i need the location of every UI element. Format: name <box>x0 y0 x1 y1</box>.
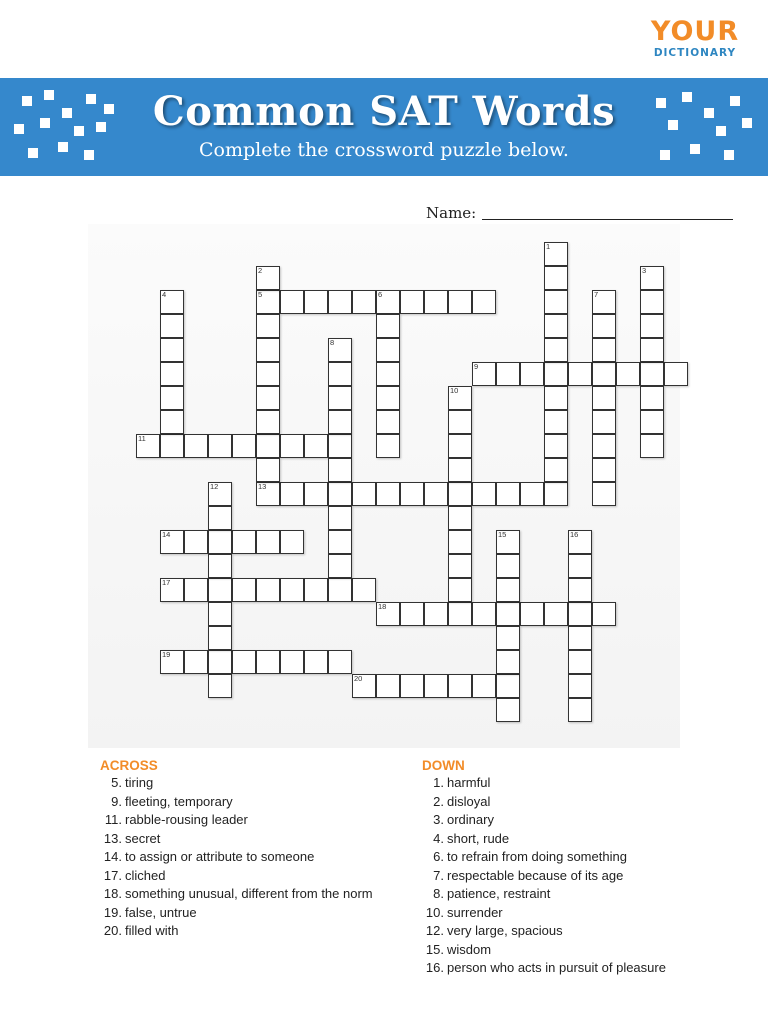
clue-number-label: 12 <box>210 482 219 491</box>
crossword-cell[interactable] <box>232 650 256 674</box>
clue-item <box>100 848 373 867</box>
clue-item <box>100 774 373 793</box>
clue-text: something unusual, different from the norm <box>125 886 373 901</box>
crossword-cell[interactable] <box>352 482 376 506</box>
crossword-cell[interactable] <box>160 434 184 458</box>
clue-item <box>422 811 666 830</box>
crossword-cell[interactable] <box>544 410 568 434</box>
clue-item <box>100 793 373 812</box>
crossword-cell[interactable] <box>208 554 232 578</box>
crossword-cell[interactable] <box>280 434 304 458</box>
crossword-cell[interactable] <box>568 578 592 602</box>
crossword-cell[interactable] <box>376 410 400 434</box>
page-title: Common SAT Words <box>152 88 616 135</box>
crossword-cell[interactable] <box>328 434 352 458</box>
crossword-cell[interactable] <box>208 506 232 530</box>
crossword-cell[interactable] <box>544 482 568 506</box>
crossword-cell[interactable] <box>208 602 232 626</box>
clue-number-label: 16 <box>570 530 579 539</box>
crossword-cell[interactable] <box>568 650 592 674</box>
clue-number-label: 7 <box>594 290 599 299</box>
crossword-cell[interactable] <box>640 338 664 362</box>
clue-number-label: 4 <box>162 290 167 299</box>
crossword-cell[interactable] <box>640 290 664 314</box>
crossword-cell[interactable] <box>472 362 496 386</box>
crossword-cell[interactable] <box>520 602 544 626</box>
clue-number: 17. <box>103 867 122 883</box>
crossword-cell[interactable] <box>544 314 568 338</box>
clue-number-label: 17 <box>162 578 171 587</box>
crossword-cell[interactable] <box>448 674 472 698</box>
crossword-cell[interactable] <box>160 578 184 602</box>
clue-text: false, untrue <box>125 904 197 920</box>
clue-text: disloyal <box>447 793 491 809</box>
crossword-cell[interactable] <box>568 530 592 554</box>
crossword-cell[interactable] <box>352 674 376 698</box>
crossword-cell[interactable] <box>664 362 688 386</box>
crossword-cell[interactable] <box>184 578 208 602</box>
crossword-cell[interactable] <box>328 578 352 602</box>
crossword-cell[interactable] <box>160 290 184 314</box>
crossword-cell[interactable] <box>496 482 520 506</box>
crossword-cell[interactable] <box>496 530 520 554</box>
crossword-cell[interactable] <box>640 266 664 290</box>
crossword-cell[interactable] <box>592 410 616 434</box>
crossword-cell[interactable] <box>592 458 616 482</box>
crossword-cell[interactable] <box>640 362 664 386</box>
crossword-cell[interactable] <box>304 290 328 314</box>
crossword-cell[interactable] <box>280 530 304 554</box>
clue-number: 13. <box>103 830 122 846</box>
crossword-cell[interactable] <box>376 314 400 338</box>
crossword-cell[interactable] <box>256 338 280 362</box>
crossword-cell[interactable] <box>184 530 208 554</box>
crossword-cell[interactable] <box>208 434 232 458</box>
crossword-cell[interactable] <box>496 362 520 386</box>
crossword-cell[interactable] <box>424 290 448 314</box>
crossword-cell[interactable] <box>280 578 304 602</box>
crossword-cell[interactable] <box>640 314 664 338</box>
clue-number: 16. <box>425 960 444 975</box>
crossword-cell[interactable] <box>568 698 592 722</box>
crossword-cell[interactable] <box>232 434 256 458</box>
crossword-cell[interactable] <box>544 434 568 458</box>
crossword-cell[interactable] <box>304 482 328 506</box>
clue-number: 7. <box>433 867 444 883</box>
crossword-cell[interactable] <box>568 362 592 386</box>
crossword-cell[interactable] <box>304 434 328 458</box>
clue-text: patience, restraint <box>447 886 551 901</box>
crossword-cell[interactable] <box>496 698 520 722</box>
clue-item <box>100 830 373 849</box>
crossword-cell[interactable] <box>184 434 208 458</box>
clue-number: 5. <box>111 775 122 790</box>
clue-item <box>100 867 373 886</box>
crossword-cell[interactable] <box>304 650 328 674</box>
crossword-cell[interactable] <box>400 290 424 314</box>
clue-number-label: 2 <box>258 266 263 275</box>
crossword-cell[interactable] <box>376 338 400 362</box>
crossword-cell[interactable] <box>448 602 472 626</box>
crossword-cell[interactable] <box>568 626 592 650</box>
crossword-cell[interactable] <box>328 650 352 674</box>
name-input-line[interactable] <box>482 219 733 220</box>
clue-number-label: 3 <box>642 266 647 275</box>
crossword-cell[interactable] <box>520 482 544 506</box>
down-clues <box>422 757 666 978</box>
crossword-cell[interactable] <box>496 626 520 650</box>
crossword-cell[interactable] <box>592 482 616 506</box>
crossword-cell[interactable] <box>160 338 184 362</box>
clue-number-label: 18 <box>378 602 387 611</box>
crossword-cell[interactable] <box>256 290 280 314</box>
clue-item <box>422 793 666 812</box>
crossword-cell[interactable] <box>544 290 568 314</box>
name-label: Name: <box>426 204 477 222</box>
crossword-cell[interactable] <box>208 674 232 698</box>
clue-item <box>422 959 666 978</box>
clue-number: 11. <box>104 812 122 827</box>
clue-text: very large, spacious <box>447 923 563 938</box>
clue-number: 6. <box>433 849 444 864</box>
crossword-cell[interactable] <box>448 506 472 530</box>
logo-wordmark: YOUR <box>650 16 740 47</box>
crossword-cell[interactable] <box>328 506 352 530</box>
title-banner <box>0 78 768 176</box>
crossword-cell[interactable] <box>424 602 448 626</box>
crossword-cell[interactable] <box>328 410 352 434</box>
clue-item <box>100 904 373 923</box>
crossword-cell[interactable] <box>376 434 400 458</box>
clue-number: 9. <box>111 793 122 809</box>
crossword-cell[interactable] <box>160 386 184 410</box>
crossword-cell[interactable] <box>280 650 304 674</box>
crossword-cell[interactable] <box>304 578 328 602</box>
clue-text: short, rude <box>447 830 510 846</box>
clue-item <box>422 885 666 904</box>
crossword-cell[interactable] <box>448 458 472 482</box>
clue-item <box>422 922 666 941</box>
crossword-cell[interactable] <box>400 602 424 626</box>
crossword-cell[interactable] <box>208 626 232 650</box>
crossword-cell[interactable] <box>160 530 184 554</box>
crossword-cell[interactable] <box>568 602 592 626</box>
crossword-cell[interactable] <box>160 362 184 386</box>
clue-item <box>100 885 373 904</box>
crossword-cell[interactable] <box>448 386 472 410</box>
clue-text: person who acts in pursuit of pleasure <box>447 960 666 975</box>
clue-number-label: 19 <box>162 650 171 659</box>
crossword-cell[interactable] <box>256 386 280 410</box>
crossword-cell[interactable] <box>544 266 568 290</box>
crossword-cell[interactable] <box>544 362 568 386</box>
crossword-cell[interactable] <box>376 386 400 410</box>
crossword-cell[interactable] <box>256 458 280 482</box>
crossword-cell[interactable] <box>448 434 472 458</box>
crossword-cell[interactable] <box>592 338 616 362</box>
crossword-cell[interactable] <box>616 362 640 386</box>
crossword-cell[interactable] <box>184 650 208 674</box>
crossword-cell[interactable] <box>496 674 520 698</box>
crossword-cell[interactable] <box>328 482 352 506</box>
crossword-cell[interactable] <box>544 242 568 266</box>
crossword-cell[interactable] <box>496 650 520 674</box>
crossword-cell[interactable] <box>544 338 568 362</box>
clue-item <box>100 922 373 941</box>
crossword-cell[interactable] <box>376 290 400 314</box>
crossword-cell[interactable] <box>256 650 280 674</box>
clue-text: to assign or attribute to someone <box>125 849 315 864</box>
clue-number-label: 13 <box>258 482 267 491</box>
clue-item <box>422 848 666 867</box>
crossword-cell[interactable] <box>376 482 400 506</box>
crossword-cell[interactable] <box>256 314 280 338</box>
clue-text: filled with <box>125 923 179 938</box>
clue-text: tiring <box>125 775 154 790</box>
page-subtitle: Complete the crossword puzzle below. <box>199 139 569 161</box>
clue-text: to refrain from doing something <box>447 849 627 864</box>
crossword-cell[interactable] <box>352 578 376 602</box>
crossword-cell[interactable] <box>208 482 232 506</box>
across-heading: ACROSS <box>100 758 158 773</box>
crossword-cell[interactable] <box>160 650 184 674</box>
clue-text: wisdom <box>447 941 492 957</box>
clue-number-label: 9 <box>474 362 479 371</box>
crossword-cell[interactable] <box>208 578 232 602</box>
crossword-cell[interactable] <box>544 386 568 410</box>
clue-number-label: 15 <box>498 530 507 539</box>
crossword-cell[interactable] <box>544 602 568 626</box>
crossword-cell[interactable] <box>256 578 280 602</box>
clue-number: 19. <box>103 904 122 920</box>
crossword-cell[interactable] <box>328 386 352 410</box>
crossword-cell[interactable] <box>160 410 184 434</box>
crossword-cell[interactable] <box>472 482 496 506</box>
crossword-cell[interactable] <box>328 458 352 482</box>
crossword-cell[interactable] <box>232 530 256 554</box>
crossword-cell[interactable] <box>520 362 544 386</box>
crossword-cell[interactable] <box>328 290 352 314</box>
crossword-cell[interactable] <box>256 482 280 506</box>
clue-number: 4. <box>433 830 444 846</box>
crossword-cell[interactable] <box>496 554 520 578</box>
across-clues <box>100 757 373 941</box>
crossword-cell[interactable] <box>568 674 592 698</box>
clue-item <box>422 941 666 960</box>
clue-text: fleeting, temporary <box>125 793 233 809</box>
crossword-cell[interactable] <box>448 530 472 554</box>
crossword-cell[interactable] <box>568 554 592 578</box>
clue-item <box>422 830 666 849</box>
crossword-cell[interactable] <box>256 410 280 434</box>
crossword-cell[interactable] <box>448 290 472 314</box>
clue-number-label: 11 <box>138 434 146 443</box>
crossword-cell[interactable] <box>208 530 232 554</box>
crossword-cell[interactable] <box>232 578 256 602</box>
crossword-cell[interactable] <box>640 410 664 434</box>
clue-text: surrender <box>447 904 503 920</box>
clue-item <box>422 904 666 923</box>
crossword-cell[interactable] <box>400 482 424 506</box>
logo-subtext: DICTIONARY <box>653 47 737 59</box>
crossword-cell[interactable] <box>256 530 280 554</box>
crossword-cell[interactable] <box>328 530 352 554</box>
clue-item <box>100 811 373 830</box>
clue-number-label: 1 <box>546 242 551 251</box>
clue-number: 3. <box>433 812 444 827</box>
crossword-cell[interactable] <box>448 578 472 602</box>
crossword-cell[interactable] <box>256 434 280 458</box>
crossword-cell[interactable] <box>496 602 520 626</box>
crossword-cell[interactable] <box>424 482 448 506</box>
clue-item <box>422 867 666 886</box>
crossword-cell[interactable] <box>448 554 472 578</box>
clue-number-label: 10 <box>450 386 459 395</box>
crossword-cell[interactable] <box>256 362 280 386</box>
clue-number: 14. <box>103 849 122 864</box>
crossword-cell[interactable] <box>592 602 616 626</box>
crossword-cell[interactable] <box>640 434 664 458</box>
clue-number: 15. <box>425 941 444 957</box>
crossword-cell[interactable] <box>136 434 160 458</box>
crossword-cell[interactable] <box>280 482 304 506</box>
crossword-cell[interactable] <box>208 650 232 674</box>
crossword-cell[interactable] <box>160 314 184 338</box>
crossword-cell[interactable] <box>376 674 400 698</box>
crossword-cell[interactable] <box>352 290 376 314</box>
clue-number-label: 8 <box>330 338 335 347</box>
crossword-cell[interactable] <box>592 314 616 338</box>
crossword-cell[interactable] <box>376 602 400 626</box>
crossword-cell[interactable] <box>448 482 472 506</box>
crossword-cell[interactable] <box>256 266 280 290</box>
your-dictionary-logo <box>640 18 750 60</box>
crossword-cell[interactable] <box>280 290 304 314</box>
clue-text: harmful <box>447 775 491 790</box>
crossword-cell[interactable] <box>328 338 352 362</box>
clue-text: respectable because of its age <box>447 867 624 883</box>
crossword-cell[interactable] <box>592 434 616 458</box>
clue-item <box>422 774 666 793</box>
clue-text: secret <box>125 830 161 846</box>
clue-number: 18. <box>103 886 122 901</box>
clue-number: 2. <box>433 793 444 809</box>
crossword-cell[interactable] <box>424 674 448 698</box>
clue-number: 20. <box>103 923 122 938</box>
crossword-cell[interactable] <box>376 362 400 386</box>
crossword-cell[interactable] <box>472 290 496 314</box>
crossword-cell[interactable] <box>496 578 520 602</box>
clue-number: 10. <box>425 904 444 920</box>
clue-number-label: 20 <box>354 674 363 683</box>
crossword-cell[interactable] <box>640 386 664 410</box>
crossword-cell[interactable] <box>472 602 496 626</box>
crossword-cell[interactable] <box>592 386 616 410</box>
clue-number-label: 6 <box>378 290 383 299</box>
clue-number: 1. <box>433 775 444 790</box>
crossword-cell[interactable] <box>592 362 616 386</box>
crossword-cell[interactable] <box>544 458 568 482</box>
clue-text: rabble-rousing leader <box>125 812 248 827</box>
clue-text: cliched <box>125 867 166 883</box>
crossword-cell[interactable] <box>328 362 352 386</box>
clue-number: 12. <box>425 923 444 938</box>
crossword-cell[interactable] <box>400 674 424 698</box>
crossword-cell[interactable] <box>472 674 496 698</box>
clue-number: 8. <box>433 886 444 901</box>
clue-number-label: 14 <box>162 530 171 539</box>
crossword-cell[interactable] <box>448 410 472 434</box>
clue-text: ordinary <box>447 812 494 827</box>
crossword-cell[interactable] <box>592 290 616 314</box>
down-heading: DOWN <box>422 758 465 773</box>
crossword-cell[interactable] <box>328 554 352 578</box>
clue-number-label: 5 <box>258 290 263 299</box>
